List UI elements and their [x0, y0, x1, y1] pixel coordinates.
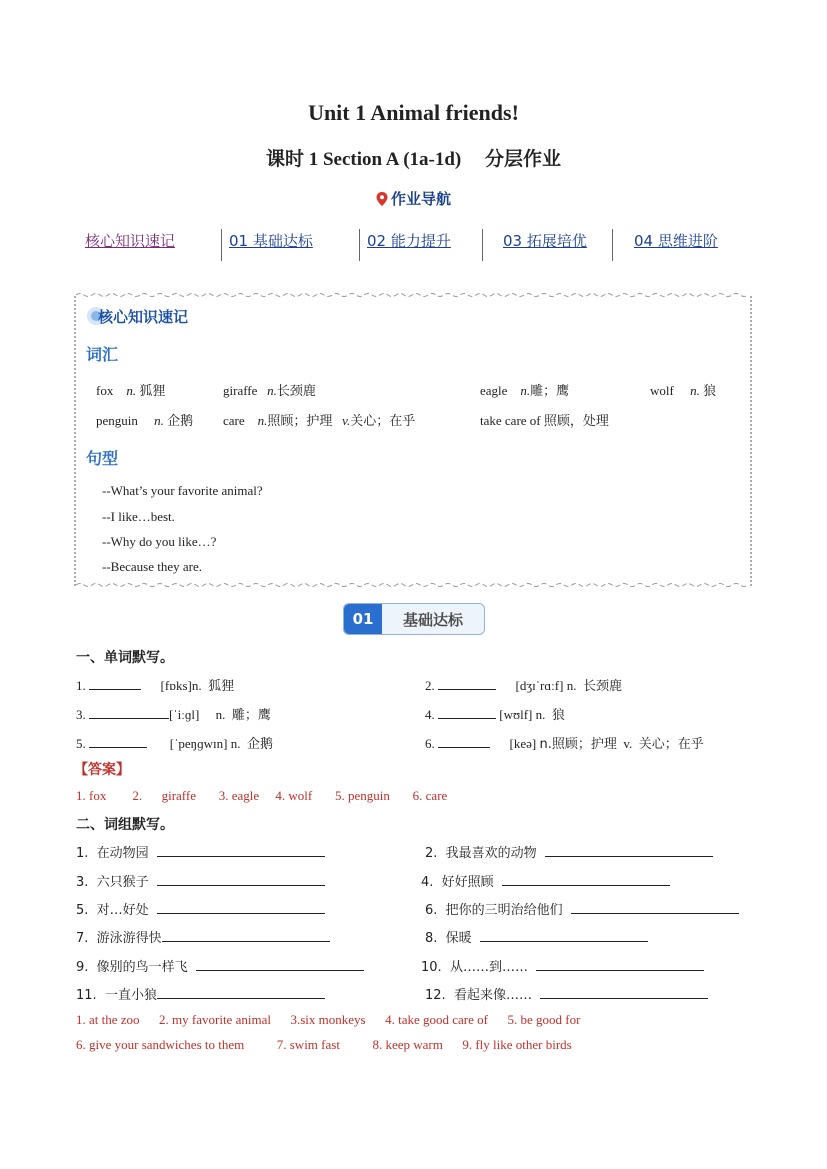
phrase-question: 5. 对…好处 — [76, 899, 325, 918]
nav-link-thinking[interactable]: 04 思维进阶 — [634, 232, 718, 250]
phrase-question: 11. 一直小狼 — [76, 984, 325, 1003]
sentence-heading: 句型 — [86, 449, 119, 468]
page-title: Unit 1 Animal friends! — [308, 100, 519, 125]
vocab-item: care n.照顾；护理 v.关心；在乎 — [223, 413, 416, 429]
sentence-pattern: --Because they are. — [102, 559, 202, 574]
location-pin-icon — [376, 192, 388, 206]
vocab-item: giraffe n.长颈鹿 — [223, 383, 316, 399]
word-question: 4. [wʊlf] n. 狼 — [425, 707, 565, 723]
nav-divider — [221, 229, 222, 261]
core-knowledge-badge-text: 核心知识速记 — [98, 307, 189, 326]
wavy-border-bottom — [76, 582, 752, 588]
word-question: 6. [keə] n.照顾；护理 v. 关心；在乎 — [425, 736, 704, 752]
phrase-question: 2. 我最喜欢的动物 — [425, 842, 713, 861]
phrase-question: 9. 像别的鸟一样飞 — [76, 956, 364, 975]
core-knowledge-badge — [86, 304, 188, 328]
nav-title-text: 作业导航 — [390, 190, 451, 208]
nav-link-core-knowledge[interactable]: 核心知识速记 — [85, 232, 176, 250]
phrase-question: 3. 六只猴子 — [76, 871, 325, 890]
section-01-number: 01 — [344, 604, 382, 634]
nav-divider — [359, 229, 360, 261]
vocab-item: fox n. 狐狸 — [96, 383, 166, 399]
wavy-border-left — [74, 296, 80, 586]
page-subtitle: 课时 1 Section A (1a-1d) 分层作业 — [265, 149, 562, 170]
vocab-item: penguin n. 企鹅 — [96, 413, 194, 429]
phrase-question: 4. 好好照顾 — [421, 871, 670, 890]
phrase-question: 8. 保暖 — [425, 927, 648, 946]
phrase-question: 1. 在动物园 — [76, 842, 325, 861]
sentence-pattern: --Why do you like…? — [102, 534, 217, 549]
vocab-item: take care of 照顾，处理 — [480, 413, 609, 429]
sentence-pattern: --I like…best. — [102, 509, 175, 524]
nav-divider — [612, 229, 613, 261]
section-01-label: 基础达标 — [402, 610, 463, 629]
phrase-question: 6. 把你的三明治给他们 — [425, 899, 739, 918]
word-question: 2. [dʒɪˈrɑːf] n. 长颈鹿 — [425, 678, 622, 694]
phrase-question: 10. 从……到…… — [421, 956, 704, 975]
part2-answers-row2: 6. give your sandwiches to them 7. swim fast 8. keep warm 9. fly like other birds — [76, 1037, 572, 1052]
phrase-question: 12. 看起来像…… — [425, 984, 708, 1003]
nav-link-extension[interactable]: 03 拓展培优 — [503, 232, 587, 250]
nav-title — [0, 188, 827, 209]
answer-label: 【答案】 — [74, 762, 130, 778]
part2-title: 二、词组默写。 — [76, 817, 174, 833]
section-01-badge — [343, 603, 485, 635]
vocab-item: wolf n. 狼 — [650, 383, 717, 399]
vocab-item: eagle n.雕；鹰 — [480, 383, 570, 399]
word-question: 1. [fɒks]n. 狐狸 — [76, 678, 235, 694]
word-question: 3. [ˈiːɡl] n. 雕；鹰 — [76, 707, 271, 723]
part1-title: 一、单词默写。 — [76, 650, 174, 666]
sentence-pattern: --What’s your favorite animal? — [102, 483, 263, 498]
nav-divider — [482, 229, 483, 261]
vocab-heading: 词汇 — [86, 345, 119, 364]
wavy-border-right — [750, 296, 756, 586]
nav-link-basic[interactable]: 01 基础达标 — [229, 232, 313, 250]
wavy-border-top — [76, 292, 752, 298]
part1-answers: 1. fox 2. giraffe 3. eagle 4. wolf 5. penguin 6. care — [76, 788, 448, 803]
nav-link-ability[interactable]: 02 能力提升 — [367, 232, 451, 250]
phrase-question: 7. 游泳游得快 — [76, 927, 330, 946]
part2-answers-row1: 1. at the zoo 2. my favorite animal 3.six monkeys 4. take good care of 5. be good for — [76, 1012, 581, 1027]
word-question: 5. [ˈpeŋɡwɪn] n. 企鹅 — [76, 736, 273, 752]
core-knowledge-box — [76, 296, 752, 586]
